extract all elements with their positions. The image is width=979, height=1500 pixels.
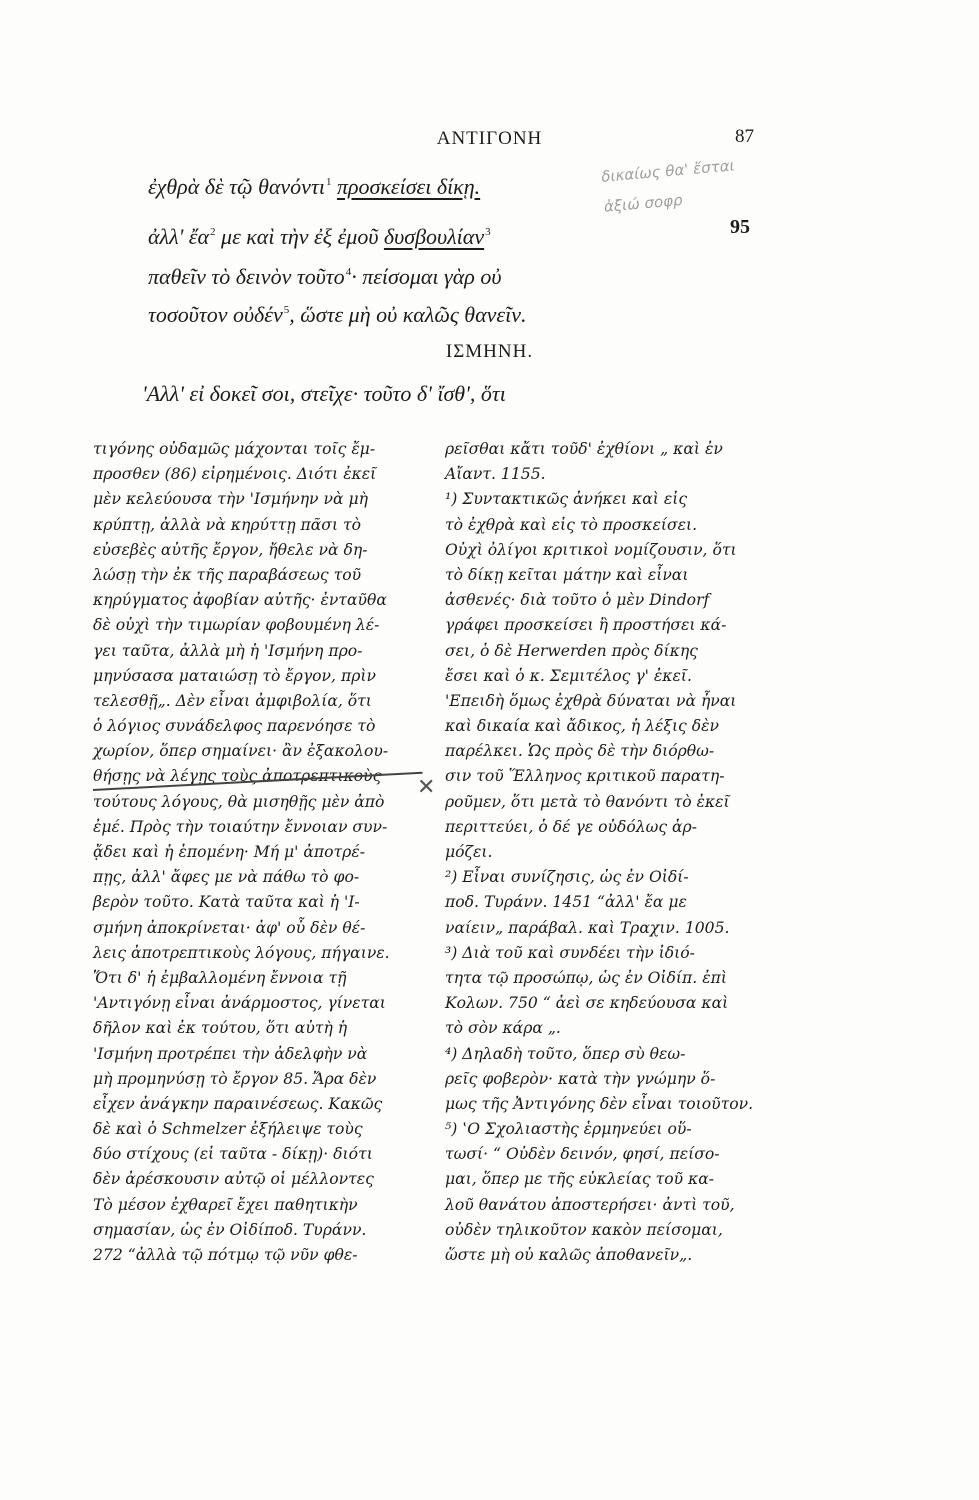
note-line: λεις ἀποτρεπτικοὺς λόγους, πήγαινε. <box>93 943 390 962</box>
note-line: δὲ καὶ ὁ Schmelzer ἐξήλειψε τοὺς <box>93 1120 363 1139</box>
note-line: καὶ δικαία καὶ ἄδικος, ἡ λέξις δὲν <box>445 717 719 736</box>
note-line: γράφει προσκείσει ἢ προστήσει κά- <box>445 616 727 635</box>
note-line: τιγόνης οὐδαμῶς μάχονται τοῖς ἔμ- <box>93 440 376 458</box>
note-line: μαι, ὅπερ με τῆς εὐκλείας τοῦ κα- <box>445 1170 715 1189</box>
note-line: περιττεύει, ὁ δέ γε οὐδόλως ἁρ- <box>445 817 697 836</box>
verse-text-underlined: προσκείσει δίκῃ. <box>336 174 481 199</box>
note-line: σιν τοῦ Ἕλληνος κριτικοῦ παρατη- <box>445 767 725 786</box>
note-line: σημασίαν, ὡς ἐν Οἰδίποδ. Τυράνν. <box>93 1220 367 1239</box>
notes-right-column <box>445 437 770 1268</box>
note-line: βερὸν τοῦτο. Κατὰ ταῦτα καὶ ἡ 'Ι- <box>93 893 360 912</box>
note-line: κηρύγματος ἀφοβίαν αὐτῆς· ἐνταῦθα <box>93 591 387 610</box>
note-line: ᾄδει καὶ ἡ ἑπομένη· Μή μ' ἀποτρέ- <box>93 843 365 861</box>
note-line: λώσῃ τὴν ἐκ τῆς παραβάσεως τοῦ <box>93 565 362 584</box>
footnote-mark: 1 <box>325 176 332 188</box>
line-number: 95 <box>730 216 750 238</box>
note-line: ρεῖς φοβερὸν· κατὰ τὴν γνώμην ὅ- <box>445 1069 716 1088</box>
note-line: μηνύσασα ματαιώσῃ τὸ ἔργον, πρὶν <box>93 666 376 685</box>
note-line: ἔσει καὶ ὁ κ. Σεμιτέλος γ' ἐκεῖ. <box>445 666 692 685</box>
verse-line-3: παθεῖν τὸ δεινὸν τοῦτο$^4$· πείσομαι γὰρ οὐ <box>148 264 502 289</box>
note-line: σμήνη ἀποκρίνεται· ἀφ' οὗ δὲν θέ- <box>93 918 366 937</box>
footnote-mark: 2 <box>210 226 216 238</box>
note-line: σει, ὁ δὲ Herwerden πρὸς δίκης <box>445 641 698 660</box>
note-line: Τὸ μέσον ἐχθαρεῖ ἔχει παθητικὴν <box>93 1195 358 1214</box>
verse-text-underlined: δυσβουλίαν <box>383 224 485 249</box>
note-line: δὲν ἀρέσκουσιν αὐτῷ οἱ μέλλοντες <box>93 1170 374 1189</box>
verse-line-5 <box>142 380 752 408</box>
note-line: χωρίον, ὅπερ σημαίνει· ἂν ἐξακολου- <box>93 742 389 761</box>
note-line: τὸ ἐχθρὰ καὶ εἰς τὸ προσκείσει. <box>445 515 698 534</box>
note-line: γει ταῦτα, ἀλλὰ μὴ ἡ 'Ισμήνη προ- <box>93 641 363 660</box>
note-line: 'Ισμήνη προτρέπει τὴν ἀδελφὴν νὰ <box>93 1044 368 1063</box>
note-line: λοῦ θανάτου ἀποστερήσει· ἀντὶ τοῦ, <box>445 1195 735 1214</box>
verse-line-2 <box>148 218 758 251</box>
note-line: εἶχεν ἀνάγκην παραινέσεως. Κακῶς <box>93 1094 383 1113</box>
note-line: δῆλον καὶ ἐκ τούτου, ὅτι αὐτὴ ἡ <box>93 1019 348 1038</box>
note-line: ρεῖσθαι κἄτι τοῦδ' ἐχθίονι „ καὶ ἐν <box>445 440 723 458</box>
note-line: ἐμέ. Πρὸς τὴν τοιαύτην ἔννοιαν συν- <box>93 817 388 836</box>
pencil-x-mark: ✕ <box>417 775 436 800</box>
note-line: οὐδὲν τηλικοῦτον κακὸν πείσομαι, <box>445 1220 723 1239</box>
verse-text: τοσοῦτον οὐδέν <box>148 302 283 327</box>
note-line: μὴ προμηνύσῃ τὸ ἔργον 85. Ἄρα δὲν <box>93 1069 377 1088</box>
note-line: τελεσθῇ„. Δὲν εἶναι ἀμφιβολία, ὅτι <box>93 691 372 710</box>
verse-text: πείσομαι γὰρ οὐ <box>362 264 502 289</box>
note-line: 'Αντιγόνῃ εἶναι ἀνάρμοστος, γίνεται <box>93 994 386 1013</box>
note-line: μως τῆς Ἀντιγόνης δὲν εἶναι τοιοῦτον. <box>445 1094 754 1113</box>
note-line: ³) Διὰ τοῦ καὶ συνδέει τὴν ἰδιό- <box>445 943 695 962</box>
note-line: Οὐχὶ ὀλίγοι κριτικοὶ νομίζουσιν, ὅτι <box>445 540 737 559</box>
note-line: ὁ λόγιος συνάδελφος παρενόησε τὸ <box>93 717 376 736</box>
note-line: Αἴαντ. 1155. <box>445 465 546 484</box>
note-line: τούτους λόγους, θὰ μισηθῇς μὲν ἀπὸ <box>93 792 385 811</box>
notes-left-column <box>93 437 418 1268</box>
note-line: θήσῃς νὰ λέγῃς τοὺς ἀποτρεπτικοὺς <box>93 767 382 786</box>
note-line: ²) Εἶναι συνίζησις, ὡς ἐν Οἰδί- <box>445 868 689 887</box>
note-line: εὐσεβὲς αὐτῆς ἔργον, ἤθελε νὰ δη- <box>93 540 368 559</box>
handwritten-note-line: δικαίως θα' ἔσται <box>600 156 736 186</box>
verse-text: παθεῖν τὸ δεινὸν τοῦτο <box>148 264 345 289</box>
note-line: ποδ. Τυράνν. 1451 “ἀλλ' ἔα με <box>445 893 687 912</box>
note-line: ὥστε μὴ οὐ καλῶς ἀποθανεῖν„. <box>445 1246 693 1264</box>
note-line: μὲν κελεύουσα τὴν 'Ισμήνην νὰ μὴ <box>93 490 368 509</box>
note-line: προσθεν (86) εἰρημένοις. Διότι ἐκεῖ <box>93 465 377 484</box>
speaker-name: ΙΣΜΗΝΗ. <box>445 341 534 362</box>
footnote-mark: 3 <box>485 226 491 238</box>
footnote-mark: 5 <box>283 304 290 316</box>
note-line: ἀσθενές· διὰ τοῦτο ὁ μὲν Dindorf <box>445 591 710 610</box>
verse-text: ἐχθρὰ δὲ τῷ θανόντι <box>148 174 325 199</box>
note-line: Κολων. 750 “ ἀεὶ σε κηδεύουσα καὶ <box>445 994 729 1013</box>
note-line: παρέλκει. Ὡς πρὸς δὲ τὴν διόρθω- <box>445 742 715 761</box>
note-line: 272 “ἀλλὰ τῷ πότμῳ τῷ νῦν φθε- <box>93 1246 358 1264</box>
note-line: μόζει. <box>445 843 493 861</box>
note-line: δύο στίχους (εἰ ταῦτα - δίκῃ)· διότι <box>93 1145 373 1164</box>
page-number: 87 <box>735 126 754 147</box>
footnote-mark: 4 <box>345 266 352 278</box>
note-line: πῃς, ἀλλ' ἄφες με νὰ πάθω τὸ φο- <box>93 868 360 887</box>
verse-text: 'Αλλ' εἰ δοκεῖ σοι, στεῖχε· τοῦτο δ' ἴσθ', ὅτι <box>142 381 506 406</box>
note-line: Ὅτι δ' ἡ ἐμβαλλομένη ἔννοια τῇ <box>93 968 347 987</box>
note-line: ¹) Συντακτικῶς ἀνήκει καὶ εἰς <box>445 490 688 509</box>
verse-line-4 <box>148 296 758 329</box>
verse-text: , ὥστε μὴ οὐ καλῶς θανεῖν. <box>289 302 527 327</box>
verse-text: με καὶ τὴν ἐξ ἐμοῦ <box>221 224 379 249</box>
note-line: τωσί· “ Οὐδὲν δεινόν, φησί, πείσο- <box>445 1145 720 1164</box>
note-line: ροῦμεν, ὅτι μετὰ τὸ θανόντι τὸ ἐκεῖ <box>445 792 730 811</box>
note-line: δὲ οὐχὶ τὴν τιμωρίαν φοβουμένη λέ- <box>93 616 380 635</box>
page-header-title: ΑΝΤΙΓΟΝΗ <box>436 128 543 149</box>
note-line: τητα τῷ προσώπῳ, ὡς ἐν Οἰδίπ. ἐπὶ <box>445 968 727 987</box>
note-line: τὸ σὸν κάρα „. <box>445 1019 561 1038</box>
note-line: τὸ δίκῃ κεῖται μάτην καὶ εἶναι <box>445 565 689 584</box>
note-line: κρύπτῃ, ἀλλὰ νὰ κηρύττῃ πᾶσι τὸ <box>93 515 362 534</box>
note-line: 'Επειδὴ ὅμως ἐχθρὰ δύναται νὰ ἦναι <box>445 691 737 710</box>
verse-text: ἀλλ' ἔα <box>148 224 210 249</box>
note-line: ⁴) Δηλαδὴ τοῦτο, ὅπερ σὺ θεω- <box>445 1044 686 1063</box>
note-line: ναίειν„ παράβαλ. καὶ Τραχιν. 1005. <box>445 918 730 937</box>
note-line: ⁵) ‛Ο Σχολιαστὴς ἑρμηνεύει οὕ- <box>445 1120 692 1139</box>
verse-line-1 <box>148 168 758 201</box>
handwritten-note-line: ἀξιώ σοφρ <box>603 190 684 216</box>
